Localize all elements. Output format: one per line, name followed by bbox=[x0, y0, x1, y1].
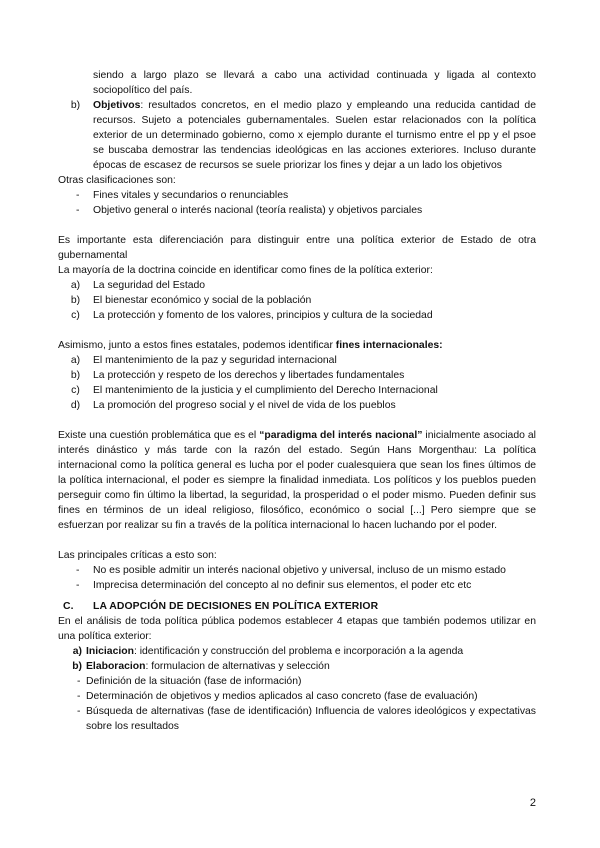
list-item: c) La protección y fomento de los valores, principios y cultura de la sociedad bbox=[71, 310, 433, 321]
sub-list-item: - Búsqueda de alternativas (fase de identificación) Influencia de valores ideológicos y expectativas sobre los resultados bbox=[77, 706, 536, 732]
importante-paragraph: Es importante esta diferenciación para distinguir entre una política exterior de Estado de otra gubernamental bbox=[58, 235, 536, 261]
list-item: b) El bienestar económico y social de la población bbox=[70, 295, 312, 306]
list-item: a) Iniciacion: identificación y construcción del problema e incorporación a la agenda bbox=[72, 646, 464, 657]
list-item: - No es posible admitir un interés nacional objetivo y universal, incluso de un mismo estado bbox=[76, 565, 506, 576]
list-marker: b) bbox=[70, 100, 81, 111]
objetivos-term: Objetivos bbox=[93, 100, 141, 111]
sub-list-item: - Definición de la situación (fase de información) bbox=[77, 676, 302, 687]
list-item: - Fines vitales y secundarios o renunciables bbox=[76, 190, 289, 201]
sub-list-item: - Determinación de objetivos y medios aplicados al caso concreto (fase de evaluación) bbox=[77, 691, 478, 702]
page-number: 2 bbox=[529, 797, 536, 809]
otras-heading: Otras clasificaciones son: bbox=[58, 175, 176, 186]
intro-continuation: siendo a largo plazo se llevará a cabo una actividad continuada y ligada al contexto sociopolítico del país. bbox=[93, 70, 536, 96]
section-heading: C. LA ADOPCIÓN DE DECISIONES EN POLÍTICA EXTERIOR bbox=[63, 601, 379, 612]
list-item: - Imprecisa determinación del concepto al no definir sus elementos, el poder etc etc bbox=[76, 580, 472, 591]
analisis-paragraph: En el análisis de toda política pública podemos establecer 4 etapas que también podemos utilizar en una política exterior: bbox=[58, 616, 536, 642]
internacionales-heading: Asimismo, junto a estos fines estatales, podemos identificar fines internacionales: bbox=[58, 340, 443, 351]
document-page bbox=[58, 68, 536, 734]
list-item: c) El mantenimiento de la justicia y el cumplimiento del Derecho Internacional bbox=[71, 385, 438, 396]
paradigma-paragraph: Existe una cuestión problemática que es el “paradigma del interés nacional” inicialmente asociado al interés dinástico y más tarde con la razón del estado. Según Hans Morgenthau: La política internacional como la política general es lucha por el poder cualesquiera que sean los fines últimos de la política internacional, el poder es siempre la finalidad inmediata. Los políticos y los pueblos pueden perseguir como fin último la libertad, la seguridad, la prosperidad o el poder mismo. Pueden definir sus fines en términos de un ideal religioso, filosófico, económico o social [...] Pero siempre que se esfuerzan por realizar su fin a través de la política internacional lo hacen luchando por el poder. bbox=[58, 430, 536, 531]
list-item: b) Elaboracion: formulacion de alternativas y selección bbox=[72, 661, 330, 672]
objetivos-item bbox=[58, 98, 536, 173]
list-item: b) La protección y respeto de los derechos y libertades fundamentales bbox=[70, 370, 405, 381]
criticas-heading: Las principales críticas a esto son: bbox=[58, 550, 217, 561]
list-item: a) La seguridad del Estado bbox=[70, 280, 206, 291]
list-item: a) El mantenimiento de la paz y seguridad internacional bbox=[70, 355, 337, 366]
objetivos-text: : resultados concretos, en el medio plazo y empleando una reducida cantidad de recursos. Sujeto a potenciales gubernamentales. Suelen estar relacionados con la política exterior de un determinado gobierno, como x ejemplo durante el turnismo entre el pp y el psoe se buscaba demostrar las tendencias ideológicas en las acciones exteriores. Incluso durante épocas de escasez de recursos se suele priorizar los fines y dejar a un lado los objetivos bbox=[93, 100, 536, 171]
mayoria-heading: La mayoría de la doctrina coincide en identificar como fines de la política exterior: bbox=[58, 265, 433, 276]
list-item: - Objetivo general o interés nacional (teoría realista) y objetivos parciales bbox=[76, 205, 423, 216]
list-item: d) La promoción del progreso social y el nivel de vida de los pueblos bbox=[70, 400, 396, 411]
